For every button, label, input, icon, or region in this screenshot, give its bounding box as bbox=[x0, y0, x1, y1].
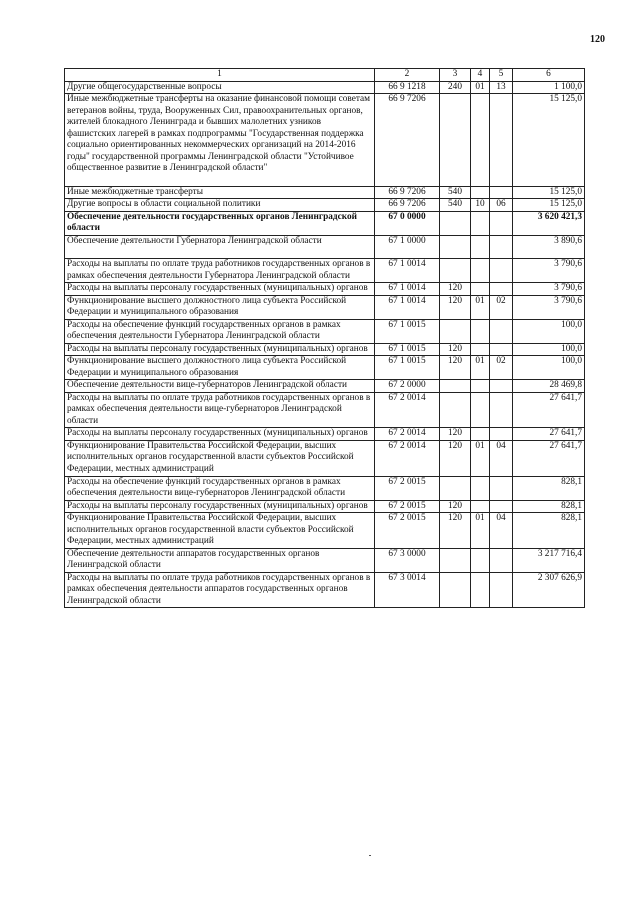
row-code-cell: 67 2 0014 bbox=[375, 392, 440, 428]
row-name-cell: Функционирование высшего должностного лица субъекта Российской Федерации и муниципального образования bbox=[65, 295, 375, 319]
row-section-cell bbox=[471, 428, 490, 441]
row-code-cell: 67 2 0015 bbox=[375, 476, 440, 500]
row-amount-cell: 828,1 bbox=[513, 476, 585, 500]
row-amount-cell: 27 641,7 bbox=[513, 392, 585, 428]
row-name-cell: Обеспечение деятельности аппаратов государственных органов Ленинградской области bbox=[65, 548, 375, 572]
row-code-cell: 66 9 7206 bbox=[375, 199, 440, 212]
row-amount-cell: 828,1 bbox=[513, 513, 585, 549]
row-name-cell: Другие общегосударственные вопросы bbox=[65, 81, 375, 94]
row-amount-cell: 3 217 716,4 bbox=[513, 548, 585, 572]
row-amount-cell: 2 307 626,9 bbox=[513, 572, 585, 608]
row-name-cell: Расходы на выплаты по оплате труда работников государственных органов в рамках обеспечения деятельности Губернатора Ленинградской области bbox=[65, 259, 375, 283]
row-expense-type-cell bbox=[440, 235, 471, 259]
row-code-cell: 67 0 0000 bbox=[375, 211, 440, 235]
table-row bbox=[65, 500, 585, 513]
row-amount-cell: 27 641,7 bbox=[513, 428, 585, 441]
row-expense-type-cell bbox=[440, 392, 471, 428]
row-section-cell: 01 bbox=[471, 513, 490, 549]
row-code-cell: 67 2 0014 bbox=[375, 440, 440, 476]
row-subsection-cell bbox=[490, 572, 513, 608]
row-subsection-cell: 02 bbox=[490, 295, 513, 319]
row-section-cell: 01 bbox=[471, 295, 490, 319]
row-expense-type-cell bbox=[440, 380, 471, 393]
row-section-cell bbox=[471, 186, 490, 199]
row-code-cell: 67 1 0000 bbox=[375, 235, 440, 259]
row-code-cell: 67 2 0015 bbox=[375, 513, 440, 549]
table-row bbox=[65, 572, 585, 608]
table-row bbox=[65, 211, 585, 235]
row-code-cell: 66 9 7206 bbox=[375, 186, 440, 199]
row-code-cell: 67 1 0015 bbox=[375, 356, 440, 380]
row-amount-cell: 15 125,0 bbox=[513, 94, 585, 187]
row-expense-type-cell: 120 bbox=[440, 356, 471, 380]
row-name-cell: Функционирование Правительства Российской Федерации, высших исполнительных органов государственной власти субъектов Российской Федерации, местных администраций bbox=[65, 513, 375, 549]
table-row bbox=[65, 81, 585, 94]
row-amount-cell: 3 790,6 bbox=[513, 295, 585, 319]
row-amount-cell: 28 469,8 bbox=[513, 380, 585, 393]
row-code-cell: 67 2 0000 bbox=[375, 380, 440, 393]
row-subsection-cell bbox=[490, 343, 513, 356]
row-name-cell: Расходы на выплаты по оплате труда работников государственных органов в рамках обеспечения деятельности аппаратов государственных органов Ленинградской области bbox=[65, 572, 375, 608]
row-subsection-cell: 04 bbox=[490, 513, 513, 549]
table-row bbox=[65, 343, 585, 356]
row-subsection-cell bbox=[490, 548, 513, 572]
scan-mark bbox=[369, 855, 371, 856]
row-expense-type-cell: 120 bbox=[440, 283, 471, 296]
row-name-cell: Расходы на выплаты по оплате труда работников государственных органов в рамках обеспечения деятельности вице-губернаторов Ленинградской области bbox=[65, 392, 375, 428]
row-expense-type-cell: 120 bbox=[440, 428, 471, 441]
row-section-cell bbox=[471, 572, 490, 608]
table-row bbox=[65, 235, 585, 259]
row-amount-cell: 3 790,6 bbox=[513, 283, 585, 296]
table-row bbox=[65, 259, 585, 283]
row-name-cell: Обеспечение деятельности вице-губернаторов Ленинградской области bbox=[65, 380, 375, 393]
row-subsection-cell bbox=[490, 283, 513, 296]
row-amount-cell: 100,0 bbox=[513, 356, 585, 380]
row-subsection-cell bbox=[490, 259, 513, 283]
table-row bbox=[65, 513, 585, 549]
row-expense-type-cell bbox=[440, 211, 471, 235]
row-subsection-cell bbox=[490, 392, 513, 428]
row-subsection-cell bbox=[490, 428, 513, 441]
row-section-cell bbox=[471, 392, 490, 428]
row-expense-type-cell: 240 bbox=[440, 81, 471, 94]
table-row bbox=[65, 283, 585, 296]
row-expense-type-cell: 120 bbox=[440, 343, 471, 356]
row-subsection-cell bbox=[490, 500, 513, 513]
table-header-row bbox=[65, 69, 585, 82]
row-expense-type-cell: 120 bbox=[440, 295, 471, 319]
row-name-cell: Функционирование высшего должностного лица субъекта Российской Федерации и муниципального образования bbox=[65, 356, 375, 380]
row-name-cell: Иные межбюджетные трансферты bbox=[65, 186, 375, 199]
table-row bbox=[65, 199, 585, 212]
row-section-cell bbox=[471, 548, 490, 572]
row-amount-cell: 3 890,6 bbox=[513, 235, 585, 259]
row-name-cell: Обеспечение деятельности Губернатора Ленинградской области bbox=[65, 235, 375, 259]
row-amount-cell: 3 620 421,3 bbox=[513, 211, 585, 235]
row-code-cell: 67 2 0015 bbox=[375, 500, 440, 513]
row-expense-type-cell: 540 bbox=[440, 199, 471, 212]
row-subsection-cell bbox=[490, 186, 513, 199]
column-header: 1 bbox=[65, 69, 375, 82]
table-row bbox=[65, 356, 585, 380]
row-code-cell: 67 1 0014 bbox=[375, 259, 440, 283]
row-name-cell: Расходы на выплаты персоналу государственных (муниципальных) органов bbox=[65, 283, 375, 296]
row-name-cell: Иные межбюджетные трансферты на оказание финансовой помощи советам ветеранов войны, труда, Вооруженных Сил, правоохранительных органов, жителей блокадного Ленинграда и бывших малолетних узников фашистских лагерей в рамках подпрограммы "Государственная поддержка социально ориентированных некоммерческих организаций на 2014-2016 годы" государственной программы Ленинградской области "Устойчивое общественное развитие в Ленинградской области" bbox=[65, 94, 375, 187]
row-section-cell: 01 bbox=[471, 440, 490, 476]
row-section-cell bbox=[471, 283, 490, 296]
row-section-cell bbox=[471, 319, 490, 343]
table-row bbox=[65, 319, 585, 343]
row-section-cell bbox=[471, 343, 490, 356]
row-amount-cell: 3 790,6 bbox=[513, 259, 585, 283]
row-code-cell: 67 1 0015 bbox=[375, 319, 440, 343]
row-amount-cell: 1 100,0 bbox=[513, 81, 585, 94]
budget-table bbox=[64, 68, 585, 608]
row-section-cell bbox=[471, 500, 490, 513]
row-name-cell: Обеспечение деятельности государственных органов Ленинградской области bbox=[65, 211, 375, 235]
row-name-cell: Функционирование Правительства Российской Федерации, высших исполнительных органов государственной власти субъектов Российской Федерации, местных администраций bbox=[65, 440, 375, 476]
row-expense-type-cell bbox=[440, 476, 471, 500]
table-row bbox=[65, 94, 585, 187]
page-number: 120 bbox=[590, 34, 605, 45]
row-expense-type-cell bbox=[440, 548, 471, 572]
row-subsection-cell: 02 bbox=[490, 356, 513, 380]
row-subsection-cell: 06 bbox=[490, 199, 513, 212]
row-expense-type-cell bbox=[440, 94, 471, 187]
row-code-cell: 67 2 0014 bbox=[375, 428, 440, 441]
row-expense-type-cell bbox=[440, 319, 471, 343]
row-subsection-cell bbox=[490, 235, 513, 259]
column-header: 6 bbox=[513, 69, 585, 82]
row-section-cell: 01 bbox=[471, 356, 490, 380]
row-amount-cell: 27 641,7 bbox=[513, 440, 585, 476]
table-row bbox=[65, 392, 585, 428]
row-amount-cell: 100,0 bbox=[513, 319, 585, 343]
row-amount-cell: 828,1 bbox=[513, 500, 585, 513]
row-subsection-cell: 04 bbox=[490, 440, 513, 476]
row-name-cell: Расходы на выплаты персоналу государственных (муниципальных) органов bbox=[65, 428, 375, 441]
row-name-cell: Расходы на выплаты персоналу государственных (муниципальных) органов bbox=[65, 500, 375, 513]
table-row bbox=[65, 186, 585, 199]
row-subsection-cell: 13 bbox=[490, 81, 513, 94]
row-section-cell: 10 bbox=[471, 199, 490, 212]
column-header: 3 bbox=[440, 69, 471, 82]
row-code-cell: 67 1 0014 bbox=[375, 295, 440, 319]
table-row bbox=[65, 476, 585, 500]
row-name-cell: Расходы на обеспечение функций государственных органов в рамках обеспечения деятельности вице-губернаторов Ленинградской области bbox=[65, 476, 375, 500]
row-code-cell: 66 9 1218 bbox=[375, 81, 440, 94]
row-amount-cell: 15 125,0 bbox=[513, 199, 585, 212]
column-header: 5 bbox=[490, 69, 513, 82]
row-amount-cell: 15 125,0 bbox=[513, 186, 585, 199]
row-code-cell: 67 1 0015 bbox=[375, 343, 440, 356]
row-section-cell bbox=[471, 235, 490, 259]
row-section-cell: 01 bbox=[471, 81, 490, 94]
row-code-cell: 67 3 0000 bbox=[375, 548, 440, 572]
row-name-cell: Расходы на обеспечение функций государственных органов в рамках обеспечения деятельности Губернатора Ленинградской области bbox=[65, 319, 375, 343]
row-section-cell bbox=[471, 380, 490, 393]
row-subsection-cell bbox=[490, 94, 513, 187]
row-expense-type-cell: 120 bbox=[440, 513, 471, 549]
table-row bbox=[65, 295, 585, 319]
row-code-cell: 67 1 0014 bbox=[375, 283, 440, 296]
table-row bbox=[65, 428, 585, 441]
row-subsection-cell bbox=[490, 476, 513, 500]
row-expense-type-cell bbox=[440, 572, 471, 608]
row-expense-type-cell: 540 bbox=[440, 186, 471, 199]
row-expense-type-cell bbox=[440, 259, 471, 283]
row-expense-type-cell: 120 bbox=[440, 440, 471, 476]
column-header: 2 bbox=[375, 69, 440, 82]
row-code-cell: 67 3 0014 bbox=[375, 572, 440, 608]
table-row bbox=[65, 380, 585, 393]
row-subsection-cell bbox=[490, 319, 513, 343]
row-subsection-cell bbox=[490, 380, 513, 393]
row-subsection-cell bbox=[490, 211, 513, 235]
row-name-cell: Другие вопросы в области социальной политики bbox=[65, 199, 375, 212]
row-code-cell: 66 9 7206 bbox=[375, 94, 440, 187]
row-amount-cell: 100,0 bbox=[513, 343, 585, 356]
column-header: 4 bbox=[471, 69, 490, 82]
row-name-cell: Расходы на выплаты персоналу государственных (муниципальных) органов bbox=[65, 343, 375, 356]
row-section-cell bbox=[471, 211, 490, 235]
row-section-cell bbox=[471, 94, 490, 187]
row-section-cell bbox=[471, 259, 490, 283]
table-row bbox=[65, 548, 585, 572]
row-section-cell bbox=[471, 476, 490, 500]
table-row bbox=[65, 440, 585, 476]
row-expense-type-cell: 120 bbox=[440, 500, 471, 513]
